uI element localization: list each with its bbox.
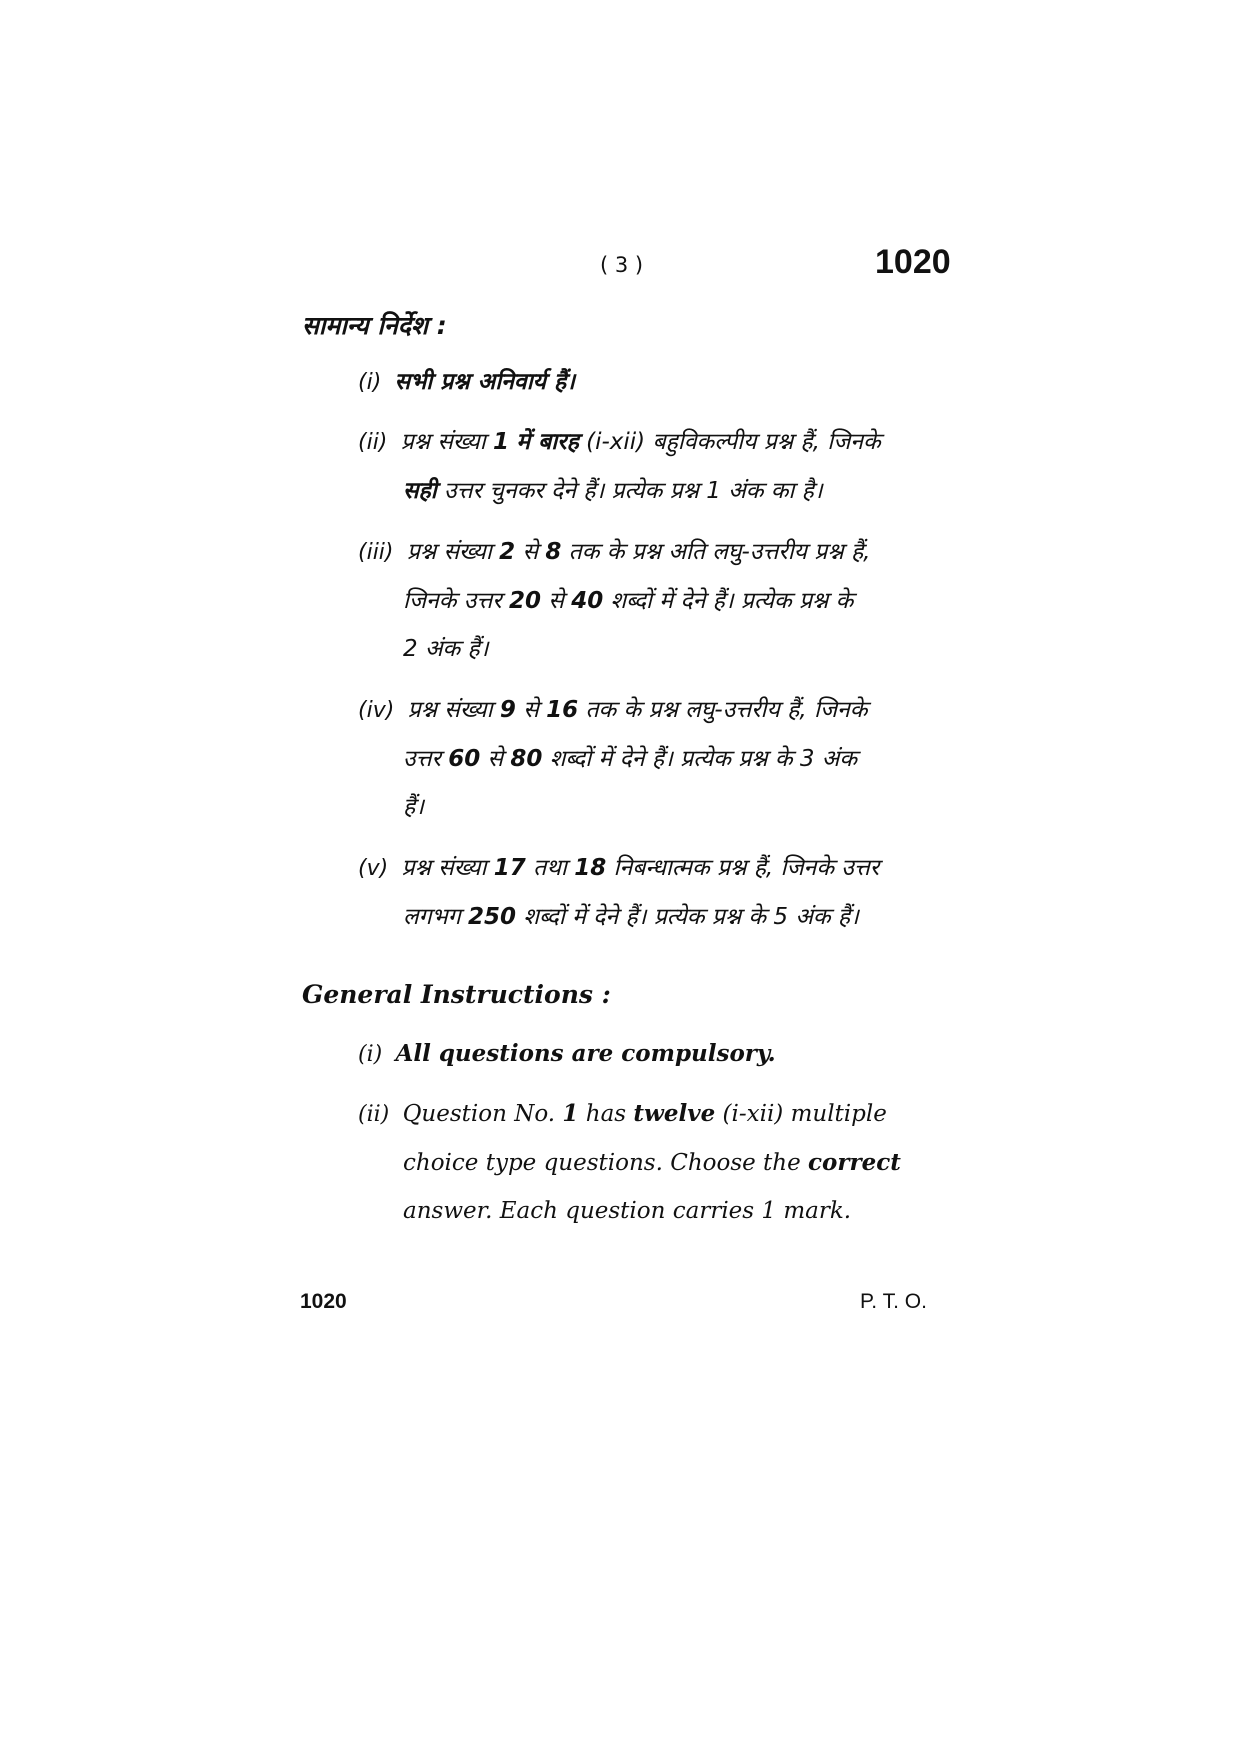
english-instruction-2 — [358, 1090, 948, 1235]
instruction-text: से — [548, 588, 564, 614]
item-number: (iii) — [358, 540, 394, 565]
item-number: (v) — [358, 856, 389, 881]
emphasis-text: 40 — [571, 588, 604, 614]
hindi-instruction-4 — [358, 686, 948, 831]
instruction-text: प्रश्न संख्या — [401, 855, 487, 881]
instruction-text: (i-xii) multiple — [722, 1101, 887, 1127]
instruction-text: Question No. — [402, 1101, 556, 1127]
instruction-text: से — [523, 697, 539, 723]
instruction-text: सभी प्रश्न अनिवार्य हैं। — [394, 369, 575, 395]
instruction-text: answer. Each question carries 1 mark. — [403, 1198, 852, 1224]
emphasis-text: 20 — [508, 588, 541, 614]
instruction-text: शब्दों में देने हैं। प्रत्येक प्रश्न के — [610, 588, 854, 614]
item-number: (iv) — [358, 698, 395, 723]
instruction-text: लगभग — [403, 904, 461, 930]
emphasis-text: 18 — [574, 855, 607, 881]
instruction-text: 2 अंक हैं। — [403, 636, 489, 662]
item-number: (ii) — [358, 430, 388, 455]
hindi-instructions-heading: सामान्य निर्देश : — [302, 311, 447, 340]
instruction-text: शब्दों में देने हैं। प्रत्येक प्रश्न के 5 अंक हैं। — [523, 904, 859, 930]
emphasis-text: 250 — [467, 904, 516, 930]
page-number: ( 3 ) — [600, 253, 644, 277]
emphasis-text: 9 — [499, 697, 516, 723]
emphasis-text: 1 — [492, 429, 509, 455]
instruction-text: तथा — [533, 855, 567, 881]
emphasis-text: 60 — [448, 746, 481, 772]
emphasis-text: 17 — [493, 855, 526, 881]
emphasis-text: 1 — [562, 1100, 579, 1127]
emphasis-text: correct — [808, 1149, 901, 1176]
instruction-text: choice type questions. Choose the — [403, 1150, 801, 1176]
emphasis-text: में बारह — [516, 429, 579, 455]
instruction-text: उत्तर — [403, 746, 441, 772]
instruction-text: प्रश्न संख्या — [406, 539, 492, 565]
emphasis-text: twelve — [633, 1100, 716, 1127]
instruction-text: तक के प्रश्न अति लघु-उत्तरीय प्रश्न हैं, — [568, 539, 871, 565]
footer-paper-code: 1020 — [300, 1290, 347, 1313]
instruction-text: has — [585, 1101, 627, 1127]
item-number: (ii) — [358, 1102, 390, 1127]
hindi-instruction-5 — [358, 844, 948, 941]
instruction-text: तक के प्रश्न लघु-उत्तरीय हैं, जिनके — [585, 697, 868, 723]
hindi-instruction-2 — [358, 418, 948, 515]
instruction-text: शब्दों में देने हैं। प्रत्येक प्रश्न के 3 अंक — [549, 746, 858, 772]
hindi-instruction-3 — [358, 528, 948, 673]
english-instructions-heading: General Instructions : — [302, 980, 611, 1009]
instruction-text: प्रश्न संख्या — [407, 697, 493, 723]
instruction-text: निबन्धात्मक प्रश्न हैं, जिनके उत्तर — [613, 855, 880, 881]
instruction-text: से — [522, 539, 538, 565]
pto-label: P. T. O. — [860, 1290, 927, 1313]
instruction-text: प्रश्न संख्या — [400, 429, 486, 455]
english-instruction-1 — [358, 1030, 948, 1079]
instruction-text: जिनके उत्तर — [403, 588, 502, 614]
instruction-text: हैं। — [403, 794, 424, 820]
instruction-text: से — [487, 746, 504, 772]
item-number: (i) — [358, 1042, 383, 1067]
item-number: (i) — [358, 370, 382, 395]
hindi-instruction-1 — [358, 358, 948, 407]
paper-code: 1020 — [875, 243, 951, 281]
instruction-text: All questions are compulsory. — [395, 1040, 776, 1067]
emphasis-text: 16 — [546, 697, 579, 723]
instruction-text: (i-xii) बहुविकल्पीय प्रश्न हैं, जिनके — [586, 429, 881, 455]
emphasis-text: 80 — [510, 746, 543, 772]
instruction-text: उत्तर चुनकर देने हैं। प्रत्येक प्रश्न 1 अंक का है। — [444, 478, 823, 504]
emphasis-text: 8 — [545, 539, 562, 565]
emphasis-text: 2 — [499, 539, 516, 565]
emphasis-text: सही — [403, 478, 437, 504]
